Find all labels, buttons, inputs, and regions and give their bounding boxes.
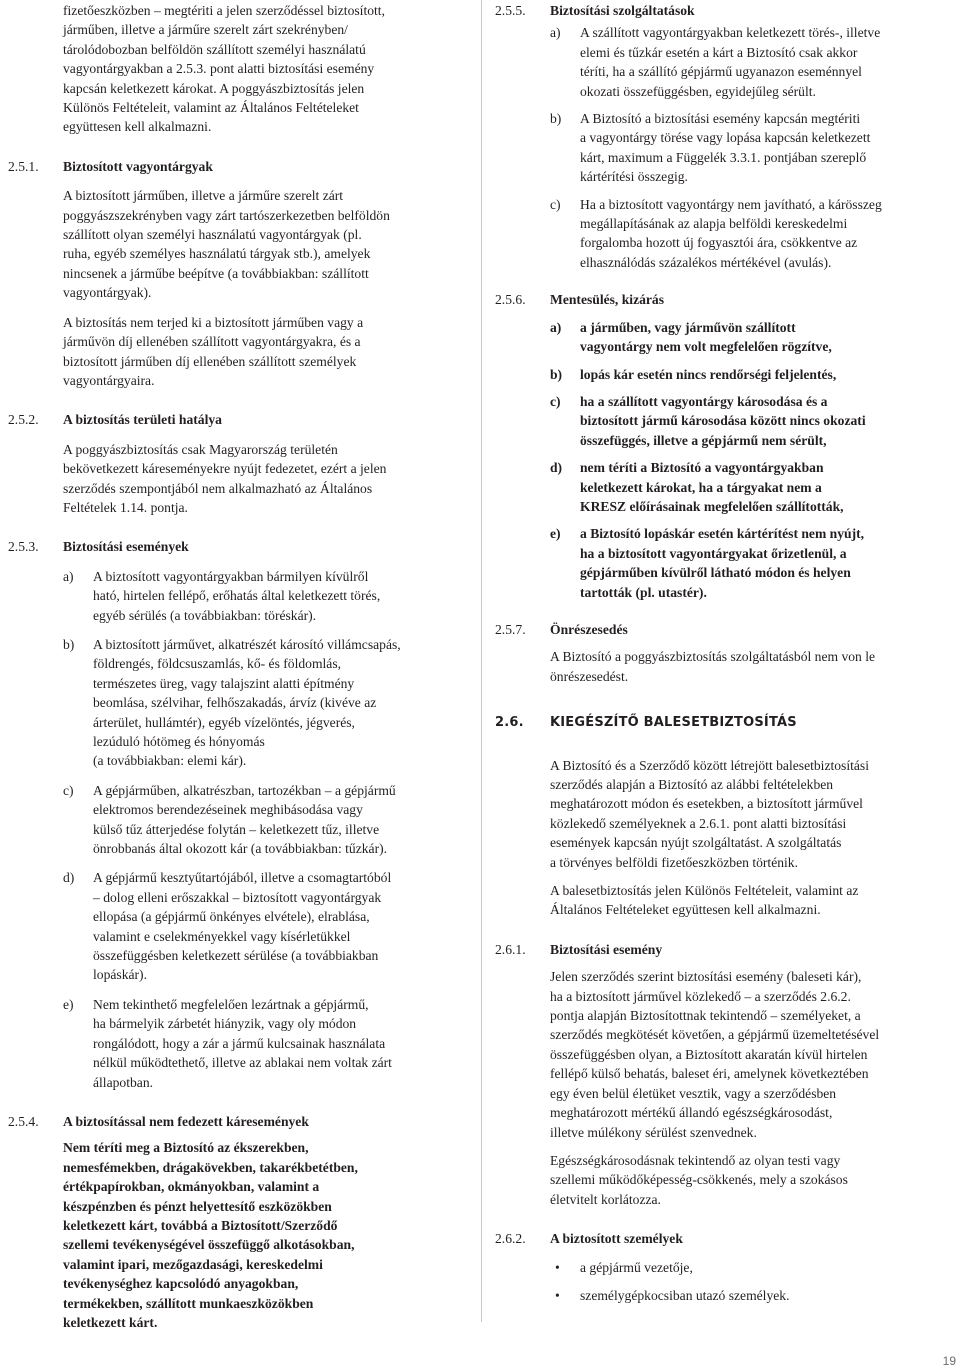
paragraph — [495, 881, 957, 920]
section-title: A biztosítás területi hatálya — [63, 412, 222, 428]
section-2-6-2 — [495, 1229, 957, 1305]
item-letter: d) — [63, 870, 75, 886]
section-heading — [8, 410, 470, 429]
text-line: pontja alapján Biztosítottnak tekintendő – személyeket, a — [550, 1008, 861, 1024]
section-2-5-3 — [8, 537, 470, 1092]
section-title: Biztosítási esemény — [550, 941, 663, 957]
text-line: Nem tekinthető megfelelően lezártnak a gépjármű, — [93, 996, 369, 1012]
text-line: vagyontárgy nem volt megfelelően rögzítve, — [580, 339, 832, 355]
text-line: Általános Feltételeket együttesen kell alkalmazni. — [550, 902, 821, 918]
text-line: a Biztosító lopáskár esetén kártérítést nem nyújt, — [580, 526, 865, 542]
text-line: A szállított vagyontárgyakban keletkezett törés-, illetve — [580, 25, 881, 41]
text-line: keletkezett kárt, továbbá a Biztosított/Szerződő — [63, 1217, 338, 1233]
text-line: Ha a biztosított vagyontárgy nem javítható, a kárösszeg — [580, 196, 882, 212]
section-title: KIEGÉSZÍTŐ BALESETBIZTOSÍTÁS — [550, 715, 797, 731]
text-line: a járműben, vagy járművön szállított — [580, 319, 796, 335]
text-line: összefüggés, illetve a gépjármű nem sérült, — [580, 432, 827, 448]
left-column — [8, 0, 470, 1332]
section-heading — [495, 1, 957, 20]
text-line: egy éven belül életüket vesztik, vagy a szerződésben — [550, 1085, 837, 1101]
item-letter: c) — [550, 393, 561, 409]
text-line: külső tűz átterjedése folytán – keletkezett tűz, illetve — [93, 821, 380, 837]
paragraph — [8, 440, 470, 518]
text-line: elhasználódás százalékos mértékével (avulás). — [580, 254, 832, 270]
text-line: szerződés megkötését követően, a gépjármű üzemeltetésével — [550, 1027, 880, 1043]
paragraph — [8, 313, 470, 391]
text-line: biztosított járműben díj ellenében szállított személyek — [63, 353, 357, 369]
text-line: poggyászszekrényben vagy zárt tartószerkezetben belföldön — [63, 207, 390, 223]
text-line: Különös Feltételeit, valamint az Általános Feltételeket — [63, 100, 359, 116]
text-line: A poggyászbiztosítás csak Magyarország területén — [63, 441, 338, 457]
section-heading — [495, 290, 957, 309]
text-line: ellopása (a gépjármű önkényes elvétele), elrablása, — [93, 909, 370, 925]
text-line: A biztosított járművet, alkatrészét károsító villámcsapás, — [93, 636, 401, 652]
text-line: a vagyontárgy törése vagy lopása kapcsán keletkezett — [580, 130, 871, 146]
text-line: vagyontárgyak). — [63, 285, 152, 301]
text-line: szellemi működőképesség-csökkenés, mely a szokásos — [550, 1172, 848, 1188]
section-2-5-5 — [495, 0, 957, 272]
section-heading — [8, 157, 470, 176]
text-line: szállított olyan személyi használatú vagyontárgyak (pl. — [63, 227, 362, 243]
text-line: A Biztosító a biztosítási esemény kapcsán megtériti — [580, 111, 861, 127]
item-letter: a) — [63, 568, 74, 584]
text-line: keletkezett károkat, ha a tárgyakat nem a — [580, 479, 822, 495]
item-letter: a) — [550, 319, 562, 335]
section-number: 2.5.4. — [8, 1113, 39, 1129]
text-line: nélkül működtethető, illetve az ablakai nem voltak zárt — [93, 1055, 392, 1071]
paragraph — [495, 647, 957, 686]
chapter-heading — [495, 713, 957, 732]
text-line: fizetőeszközben – megtériti a jelen szerződéssel biztosított, — [63, 3, 385, 18]
text-line: tevékenységhez kapcsolódó anyagokban, — [63, 1276, 299, 1292]
text-line: meghatározott módon és esetekben, a biztosított járművel — [550, 796, 863, 812]
section-number: 2.5.3. — [8, 539, 39, 555]
text-line: lopás kár esetén nincs rendőrségi feljelentés, — [580, 366, 837, 382]
item-letter: d) — [550, 460, 563, 476]
text-line: tárolódobozban belföldön szállított személyi használatú — [63, 41, 366, 57]
section-number: 2.6. — [495, 715, 524, 731]
text-line: kapcsán keletkezett károkat. A poggyászbiztosítás jelen — [63, 80, 365, 96]
text-line: szellemi tevékenységével összefüggő alkotásokban, — [63, 1237, 355, 1253]
text-line: lezúduló hótömeg és hónyomás — [93, 734, 265, 749]
text-line: állapotban. — [93, 1074, 154, 1090]
section-2-5-1 — [8, 157, 470, 390]
right-column — [495, 0, 957, 1305]
text-line: ha bármelyik zárbetét hiányzik, vagy oly módon — [93, 1016, 357, 1032]
section-heading — [495, 940, 957, 959]
text-line: összefüggésben olyan, a Biztosított akaratán kívül hirtelen — [550, 1046, 868, 1062]
bullet-icon: • — [555, 1287, 560, 1303]
text-line: Jelen szerződés szerint biztosítási esemény (baleseti kár), — [550, 969, 862, 985]
section-2-5-4 — [8, 1112, 470, 1332]
list-item — [8, 635, 470, 771]
intro-paragraph — [8, 0, 470, 137]
text-line: – dolog elleni erőszakkal – biztosított vagyontárgyak — [93, 889, 382, 905]
text-line: egyéb sérülés (a továbbiakban: töréskár). — [93, 607, 317, 623]
text-line: ható, hirtelen fellépő, erőhatás által keletkezett törés, — [93, 588, 381, 604]
text-line: Nem téríti meg a Biztosító az ékszerekben, — [63, 1140, 309, 1156]
list-item — [495, 318, 957, 357]
section-title: Önrészesedés — [550, 621, 628, 637]
section-title: A biztosítással nem fedezett káresemények — [63, 1113, 309, 1129]
text-line: termékekben, szállított munkaeszközökben — [63, 1295, 314, 1311]
text-line: természetes üreg, vagy talajszint alatti építmény — [93, 675, 355, 691]
column-divider — [481, 0, 482, 1322]
list-item — [495, 109, 957, 187]
section-2-5-2 — [8, 410, 470, 517]
paragraph — [495, 1151, 957, 1209]
text-line: a törvényes belföldi fizetőeszközben történik. — [550, 854, 798, 870]
text-line: nincsenek a járműbe beépítve (a továbbiakban: szállított — [63, 265, 369, 281]
text-line: fellépő külső behatás, baleset éri, amelynek következtében — [550, 1066, 869, 1082]
text-line: vagyontárgyakban a 2.5.3. pont alatti biztosítási esemény — [63, 61, 375, 77]
list-item — [495, 195, 957, 273]
text-line: A biztosítás nem terjed ki a biztosított járműben vagy a — [63, 314, 364, 330]
text-line: életvitelt korlátozza. — [550, 1191, 661, 1207]
list-item — [8, 868, 470, 984]
bullet-text: személygépkocsiban utazó személyek. — [580, 1287, 790, 1303]
section-title: Biztosított vagyontárgyak — [63, 158, 213, 174]
paragraph — [495, 967, 957, 1142]
text-line: járműben, illetve a járműre szerelt zárt szekrényben/ — [63, 22, 348, 38]
text-line: illetve múlékony sérülést szenvednek. — [550, 1124, 757, 1140]
section-number: 2.6.1. — [495, 941, 526, 957]
section-title: A biztosított személyek — [550, 1231, 683, 1247]
text-line: nem téríti a Biztosító a vagyontárgyakban — [580, 460, 824, 476]
text-line: vagyontárgyaira. — [63, 372, 155, 388]
text-line: ha a szállított vagyontárgy károsodása és a — [580, 393, 828, 409]
section-number: 2.5.5. — [495, 3, 526, 18]
text-line: A Biztosító és a Szerződő között létrejött balesetbiztosítási — [550, 757, 870, 773]
exclusion-paragraph — [8, 1138, 470, 1332]
page-number: 19 — [942, 1354, 956, 1368]
text-line: keletkezett kárt. — [63, 1314, 158, 1330]
text-line: Feltételek 1.14. pontja. — [63, 499, 188, 515]
item-letter: b) — [63, 636, 75, 652]
text-line: okozati összefüggésben, egyidejűleg sérült. — [580, 83, 816, 99]
text-line: nemesfémekben, drágakövekben, takarékbetétben, — [63, 1159, 358, 1175]
text-line: elemi és tűzkár esetén a kárt a Biztosító csak akkor — [580, 44, 858, 60]
text-line: kártérítési összegig. — [580, 169, 688, 185]
list-item — [8, 995, 470, 1092]
text-line: lopáskár). — [93, 967, 147, 983]
text-line: ha a biztosított vagyontárgyakat őrizetlenül, a — [580, 545, 847, 561]
list-item — [495, 365, 957, 384]
list-item — [495, 23, 957, 101]
text-line: Egészségkárosodásnak tekintendő az olyan testi vagy — [550, 1152, 841, 1168]
section-2-6-1 — [495, 940, 957, 1209]
item-letter: e) — [550, 526, 561, 542]
text-line: közlekedő személyeknek a 2.6.1. pont alatti biztosítási — [550, 815, 847, 831]
text-line: A biztosított járműben, illetve a járműre szerelt zárt — [63, 188, 344, 204]
text-line: bekövetkezett káreseményekre nyújt fedezetet, ezért a jelen — [63, 461, 387, 477]
section-2-6 — [495, 713, 957, 920]
text-line: szerződés alapján a Biztosító az alábbi feltételekben — [550, 777, 834, 792]
text-line: A gépjárműben, alkatrészban, tartozékban – a gépjármű — [93, 782, 396, 798]
text-line: árterület, hullámtér), egyéb vízelöntés, jégverés, — [93, 714, 355, 730]
text-line: biztosított jármű károsodása között nincs okozati — [580, 413, 866, 429]
list-item — [495, 458, 957, 516]
section-heading — [8, 1112, 470, 1131]
text-line: készpénzben és pénzt helyettesítő eszközökben — [63, 1198, 332, 1214]
section-number: 2.5.6. — [495, 292, 526, 308]
item-letter: c) — [63, 782, 74, 798]
text-line: ruha, egyéb személyes használatú tárgyak stb.), amelyek — [63, 246, 371, 262]
section-heading — [495, 620, 957, 639]
text-line: téríti, ha a szállító gépjármű ugyanazon eseménnyel — [580, 64, 862, 80]
section-title: Mentesülés, kizárás — [550, 292, 665, 308]
list-item — [8, 781, 470, 859]
section-title: Biztosítási események — [63, 539, 189, 555]
text-line: A Biztosító a poggyászbiztosítás szolgáltatásból nem von le — [550, 649, 876, 665]
text-line: járművön díj ellenében szállított vagyontárgyakra, és a — [63, 334, 361, 350]
item-letter: b) — [550, 111, 562, 127]
text-line: ha a biztosított járművel közlekedő – a szerződés 2.6.2. — [550, 988, 851, 1004]
item-letter: e) — [63, 996, 74, 1012]
bullet-icon: • — [555, 1259, 560, 1275]
text-line: forgalomba hozott új fogyasztói ára, csökkentve az — [580, 235, 858, 251]
bullet-item — [495, 1258, 957, 1277]
section-heading — [8, 537, 470, 556]
section-number: 2.5.7. — [495, 621, 526, 637]
bullet-text: a gépjármű vezetője, — [580, 1259, 693, 1275]
text-line: KRESZ előírásainak megfelelően szállították, — [580, 498, 844, 514]
text-line: földrengés, földcsuszamlás, kő- és földomlás, — [93, 656, 342, 672]
list-item — [8, 567, 470, 625]
text-line: meghatározott mértékű állandó egészségkárosodást, — [550, 1105, 833, 1121]
text-line: együttesen kell alkalmazni. — [63, 119, 212, 135]
section-number: 2.6.2. — [495, 1231, 526, 1247]
list-item — [495, 524, 957, 602]
section-2-5-6 — [495, 290, 957, 602]
paragraph — [8, 186, 470, 302]
bullet-item — [495, 1286, 957, 1305]
section-heading — [495, 1229, 957, 1248]
text-line: önrészesedést. — [550, 668, 629, 684]
section-2-5-7 — [495, 620, 957, 686]
text-line: (a továbbiakban: elemi kár). — [93, 753, 247, 769]
text-line: események kapcsán nyújt szolgáltatást. A szolgáltatás — [550, 835, 842, 851]
text-line: A gépjármű kesztyűtartójából, illetve a csomagtartóból — [93, 870, 392, 886]
text-line: szerződés szempontjából nem alkalmazható az Általános — [63, 480, 373, 496]
text-line: elektromos berendezéseinek meghibásodása vagy — [93, 802, 363, 818]
text-line: gépjárműben kívülről látható módon és helyen — [580, 565, 851, 581]
text-line: rongálódott, hogy a zár a jármű kulcsainak használata — [93, 1035, 386, 1051]
text-line: valamint e cselekményekkel vagy kísérletükkel — [93, 928, 351, 944]
item-letter: a) — [550, 25, 561, 41]
text-line: A balesetbiztosítás jelen Különös Feltételeit, valamint az — [550, 883, 859, 899]
list-item — [495, 392, 957, 450]
text-line: kárt, maximum a Függelék 3.3.1. pontjában szereplő — [580, 149, 867, 165]
text-line: beomlása, szélvihar, felhőszakadás, árvíz (kivéve az — [93, 695, 377, 711]
text-line: megállapításának az alapja belföldi kereskedelmi — [580, 216, 848, 232]
text-line: értékpapírokban, okmányokban, valamint a — [63, 1179, 320, 1195]
section-number: 2.5.2. — [8, 412, 39, 428]
text-line: önrobbanás által okozott kár (a továbbiakban: tűzkár). — [93, 841, 388, 857]
text-line: tartották (pl. utastér). — [580, 584, 707, 600]
text-line: összefüggésben keletkezett sérülése (a továbbiakban — [93, 948, 379, 964]
section-number: 2.5.1. — [8, 158, 39, 174]
item-letter: c) — [550, 196, 561, 212]
section-title: Biztosítási szolgáltatások — [550, 3, 695, 18]
text-line: A biztosított vagyontárgyakban bármilyen kívülről — [93, 568, 369, 584]
paragraph — [495, 756, 957, 872]
text-line: valamint ipari, mezőgazdasági, kereskedelmi — [63, 1256, 323, 1272]
item-letter: b) — [550, 366, 563, 382]
